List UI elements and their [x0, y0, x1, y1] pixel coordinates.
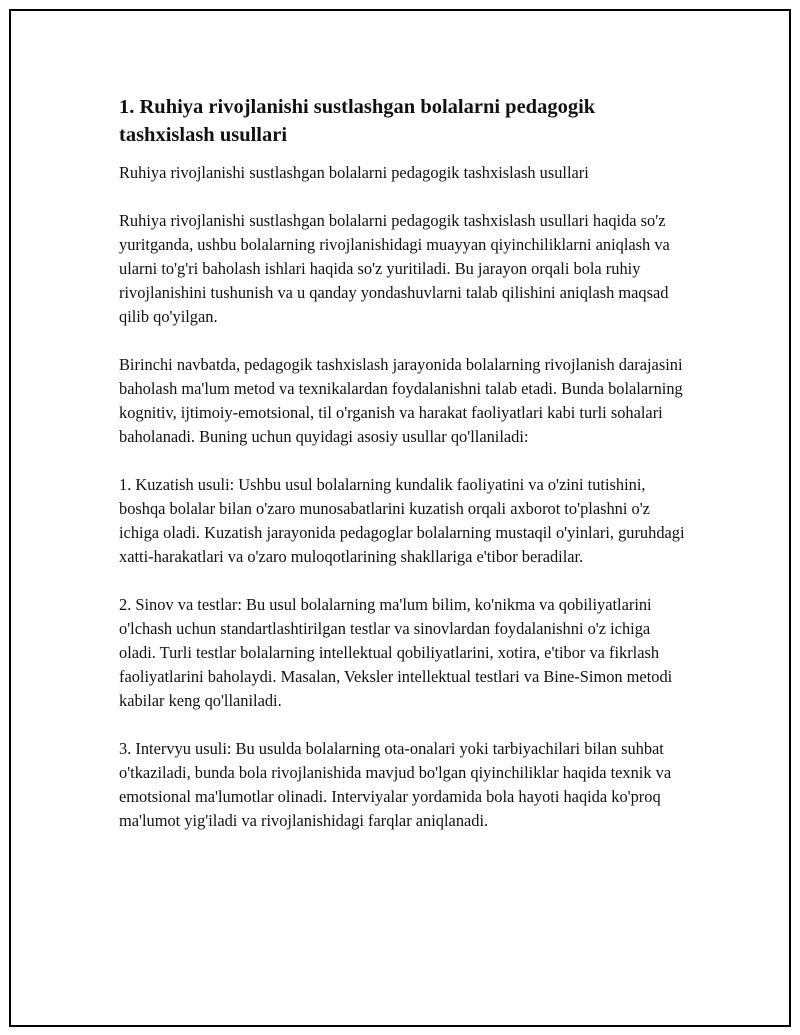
paragraph-tests-method: 2. Sinov va testlar: Bu usul bolalarning ma'lum bilim, ko'nikma va qobiliyatlarini o'lchash uchun standartlashtirilgan testlar va sinovlardan foydalanishni o'z ichiga oladi. Turli testlar bolalarning intellektual qobiliyatlarini, xotira, e'tibor va fikrlash faoliyatlarini baholaydi. Masalan, Veksler intellektual testlari va Bine-Simon metodi kabilar keng qo'llaniladi.	[119, 595, 673, 710]
document-title: 1. Ruhiya rivojlanishi sustlashgan bolalarni pedagogik tashxislash usullari	[119, 96, 596, 146]
document-subtitle: Ruhiya rivojlanishi sustlashgan bolalarni pedagogik tashxislash usullari	[119, 163, 589, 182]
paragraph-interview-method: 3. Intervyu usuli: Bu usulda bolalarning ota-onalari yoki tarbiyachilari bilan suhbat o'tkaziladi, bunda bola rivojlanishida mavjud bo'lgan qiyinchiliklar haqida texnik va emotsional ma'lumotlar olinadi. Interviyalar yordamida bola hayoti haqida ko'proq ma'lumot yig'iladi va rivojlanishidagi farqlar aniqlanadi.	[119, 739, 672, 830]
paragraph-observation-method: 1. Kuzatish usuli: Ushbu usul bolalarning kundalik faoliyatini va o'zini tutishini, boshqa bolalar bilan o'zaro munosabatlarini kuzatish orqali axborot to'plashni o'z ichiga oladi. Kuzatish jarayonida pedagoglar bolalarning mustaqil o'yinlari, guruhdagi xatti-harakatlari va o'zaro muloqotlarining shakllariga e'tibor beradilar.	[119, 475, 685, 566]
paragraph-methods-overview: Birinchi navbatda, pedagogik tashxislash jarayonida bolalarning rivojlanish darajasini baholash ma'lum metod va texnikalardan foydalanishni talab etadi. Bunda bolalarning kognitiv, ijtimoiy-emotsional, til o'rganish va harakat faoliyatlari kabi turli sohalari baholanadi. Buning uchun quyidagi asosiy usullar qo'llaniladi:	[119, 355, 683, 446]
page-frame	[9, 9, 791, 1027]
paragraph-intro: Ruhiya rivojlanishi sustlashgan bolalarni pedagogik tashxislash usullari haqida so'z yuritganda, ushbu bolalarning rivojlanishidagi muayyan qiyinchiliklarni aniqlash va ularni to'g'ri baholash ishlari haqida so'z yuritiladi. Bu jarayon orqali bola ruhiy rivojlanishini tushunish va u qanday yondashuvlarni talab qilishini aniqlash maqsad qilib qo'yilgan.	[119, 211, 670, 326]
document-body	[119, 93, 689, 857]
